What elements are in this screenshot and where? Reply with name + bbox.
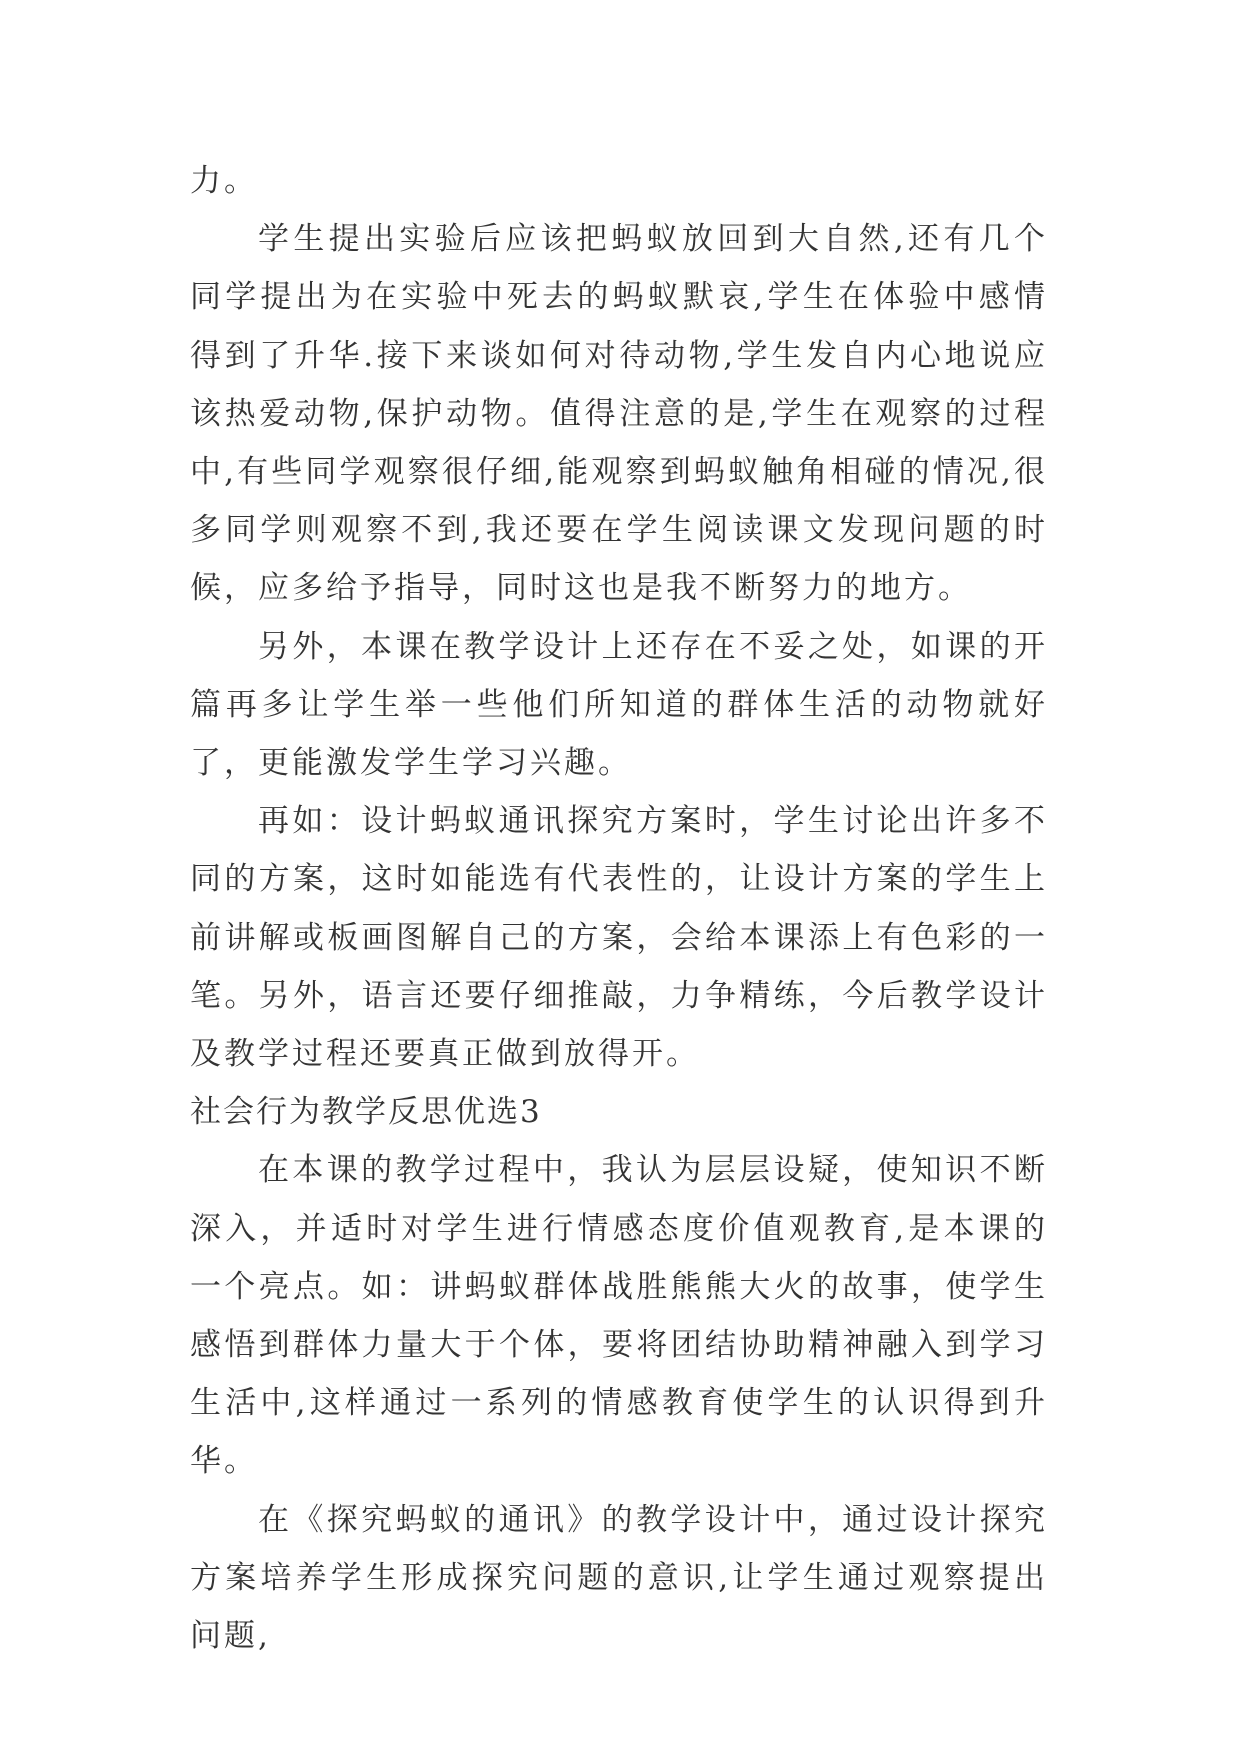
document-page <box>190 152 1048 1665</box>
paragraph-ant-release: 学生提出实验后应该把蚂蚁放回到大自然,还有几个同学提出为在实验中死去的蚂蚁默哀,学生在体验中感情得到了升华.接下来谈如何对待动物,学生发自内心地说应该热爱动物,保护动物。值得注意的是,学生在观察的过程中,有些同学观察很仔细,能观察到蚂蚁触角相碰的情况,很多同学则观察不到,我还要在学生阅读课文发现问题的时候，应多给予指导，同时这也是我不断努力的地方。 <box>190 221 1048 607</box>
paragraph-communication-plan: 再如：设计蚂蚁通讯探究方案时，学生讨论出许多不同的方案，这时如能选有代表性的，让设计方案的学生上前讲解或板画图解自己的方案，会给本课添上有色彩的一笔。另外，语言还要仔细推敲，力争精练，今后教学设计及教学过程还要真正做到放得开。 <box>190 803 1048 1073</box>
section-heading: 社会行为教学反思优选3 <box>190 1094 542 1131</box>
paragraph-design-shortcoming: 另外，本课在教学设计上还存在不妥之处，如课的开篇再多让学生举一些他们所知道的群体生活的动物就好了，更能激发学生学习兴趣。 <box>190 628 1048 782</box>
paragraph-exploration-design: 在《探究蚂蚁的通讯》的教学设计中，通过设计探究方案培养学生形成探究问题的意识,让学生通过观察提出问题, <box>190 1501 1048 1655</box>
paragraph-teaching-process: 在本课的教学过程中，我认为层层设疑，使知识不断深入，并适时对学生进行情感态度价值观教育,是本课的一个亮点。如：讲蚂蚁群体战胜熊熊大火的故事，使学生感悟到群体力量大于个体，要将团结协助精神融入到学习生活中,这样通过一系列的情感教育使学生的认识得到升华。 <box>190 1152 1048 1480</box>
paragraph-continuation: 力。 <box>190 163 258 199</box>
